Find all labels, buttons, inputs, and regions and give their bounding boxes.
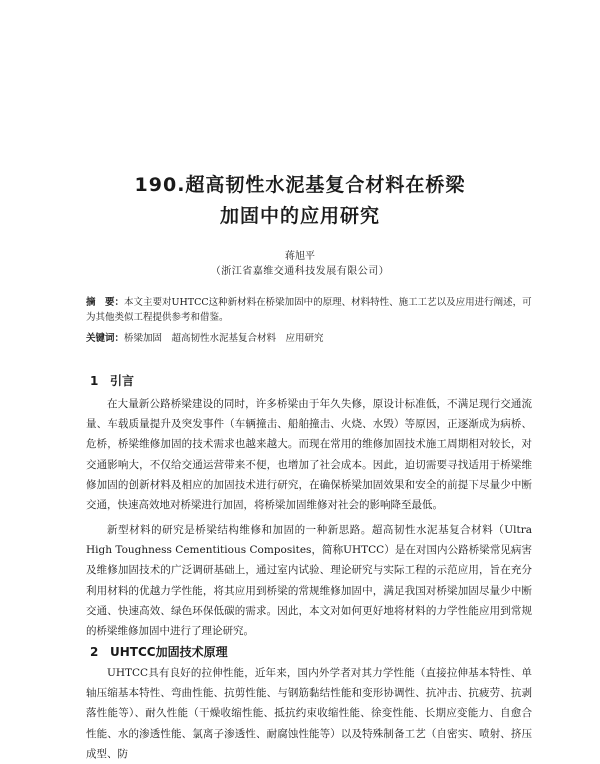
section-number: 2: [90, 645, 99, 659]
abstract: [86, 295, 532, 325]
paragraph: 新型材料的研究是桥梁结构维修和加固的一种新思路。超高韧性水泥基复合材料（Ultra High Toughness Cementitious Composites，简称UHTCC）是在对国内公路桥梁常见病害及维修加固技术的广泛调研基础上，通过室内试验、理论研究与实际工程的示范应用，旨在充分利用材料的优越力学性能，将其应用到桥梁的常规维修加固中，满足我国对桥梁加固尽量少中断交通、快速高效、绿色环保低碳的需求。因此，本文对如何更好地将材料的力学性能应用到常规的桥梁维修加固中进行了理论研究。: [86, 524, 532, 638]
paper-title-line-1: 190.超高韧性水泥基复合材料在桥梁: [134, 174, 466, 196]
author-affiliation: （浙江省嘉维交通科技发展有限公司）: [210, 266, 390, 277]
section-title: UHTCC加固技术原理: [110, 645, 228, 659]
section-title: 引言: [110, 374, 135, 388]
keywords: [86, 331, 532, 346]
section-heading-principle: [90, 643, 228, 660]
abstract-text: 本文主要对UHTCC这种新材料在桥梁加固中的原理、材料特性、施工工艺以及应用进行阐述，可为其他类似工程提供参考和借鉴。: [86, 297, 532, 323]
abstract-label: 摘 要：: [86, 297, 125, 308]
paragraph: 在大量新公路桥梁建设的同时，许多桥梁由于年久失修，原设计标准低，不满足现行交通流量、车载质量提升及突发事件（车辆撞击、船舶撞击、火烧、水毁）等原因，正逐渐成为病桥、危桥，桥梁维修加固的技术需求也越来越大。而现在常用的维修加固技术施工周期相对较长，对交通影响大，不仅给交通运营带来不便，也增加了社会成本。因此，迫切需要寻找适用于桥梁维修加固的创新材料及相应的加固技术进行研究，在确保桥梁加固效果和安全的前提下尽量少中断交通，快速高效地对桥梁进行加固，将桥梁加固维修对社会的影响降至最低。: [86, 398, 532, 512]
author-name: 蒋旭平: [285, 251, 315, 262]
section-number: 1: [90, 374, 99, 388]
paragraph: UHTCC具有良好的拉伸性能，近年来，国内外学者对其力学性能（直接拉伸基本特性、单轴压缩基本特性、弯曲性能、抗剪性能、与钢筋黏结性能和变形协调性、抗冲击、抗疲劳、抗剥落性能等）、耐久性能（干燥收缩性能、抵抗约束收缩性能、徐变性能、长期应变能力、自愈合性能、水的渗透性能、氯离子渗透性、耐腐蚀性能等）以及特殊制备工艺（自密实、喷射、挤压成型、防: [86, 667, 532, 760]
section-heading-introduction: [90, 372, 134, 389]
keywords-label: 关键词：: [86, 333, 125, 344]
keywords-text: 桥梁加固 超高韧性水泥基复合材料 应用研究: [124, 333, 324, 344]
paper-title-line-2: 加固中的应用研究: [219, 205, 380, 227]
